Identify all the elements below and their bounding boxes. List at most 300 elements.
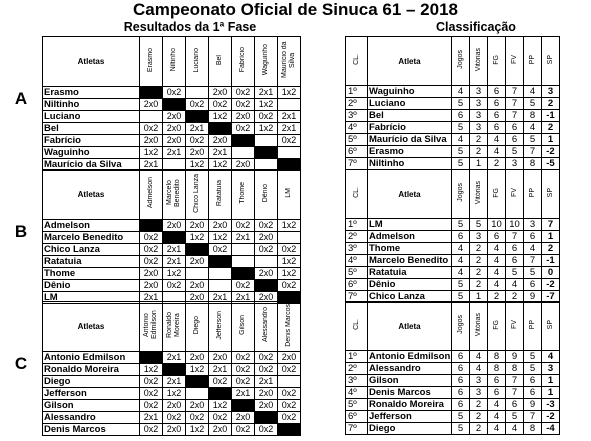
diagonal-cell xyxy=(278,424,301,436)
match-result: 0x2 xyxy=(255,352,278,364)
stat-value: 3 xyxy=(470,387,488,399)
sp-value: 1 xyxy=(542,387,560,399)
ranked-athlete: Waguinho xyxy=(368,86,452,98)
results-row xyxy=(43,400,301,412)
match-result: 2x0 xyxy=(186,256,209,268)
stat-value: 3 xyxy=(470,110,488,122)
stat-value: 7 xyxy=(506,86,524,98)
column-header-label: Niltinho xyxy=(170,48,177,72)
stat-value: 2 xyxy=(488,158,506,170)
atletas-header: Atletas xyxy=(43,302,140,352)
match-result: 2x1 xyxy=(255,87,278,99)
match-result: 1x2 xyxy=(140,147,163,159)
classification-table xyxy=(345,36,560,170)
sp-value: 1 xyxy=(542,231,560,243)
column-header-label: Diego xyxy=(193,315,200,335)
match-result xyxy=(186,388,209,400)
ranked-athlete: Alessandro xyxy=(368,363,452,375)
sp-value: 2 xyxy=(542,243,560,255)
classification-header-label: PP xyxy=(529,319,536,330)
stat-value: 1 xyxy=(470,158,488,170)
stat-value: 8 xyxy=(488,363,506,375)
match-result: 2x0 xyxy=(255,388,278,400)
sp-value: -7 xyxy=(542,291,560,303)
match-result: 0x2 xyxy=(232,424,255,436)
classification-header xyxy=(452,170,470,219)
diagonal-cell xyxy=(163,232,186,244)
athlete-name: Waguinho xyxy=(43,147,140,159)
match-result: 0x2 xyxy=(232,123,255,135)
match-result: 2x0 xyxy=(163,111,186,123)
column-header xyxy=(278,302,301,352)
stat-value: 4 xyxy=(452,86,470,98)
results-row xyxy=(43,220,301,232)
stat-value: 5 xyxy=(452,158,470,170)
match-result: 1x2 xyxy=(163,388,186,400)
match-result: 2x1 xyxy=(163,244,186,256)
match-result xyxy=(278,99,301,111)
stat-value: 6 xyxy=(506,243,524,255)
classification-header xyxy=(488,170,506,219)
ranked-athlete: Denis Marcos xyxy=(368,387,452,399)
stat-value: 5 xyxy=(524,134,542,146)
stat-value: 1 xyxy=(470,291,488,303)
match-result: 2x1 xyxy=(163,147,186,159)
match-result xyxy=(209,280,232,292)
match-result: 2x0 xyxy=(232,412,255,424)
athlete-name: Ronaldo Moreira xyxy=(43,364,140,376)
stat-value: 4 xyxy=(488,279,506,291)
diagonal-cell xyxy=(255,147,278,159)
match-result: 2x1 xyxy=(232,388,255,400)
sp-value: -2 xyxy=(542,411,560,423)
match-result: 2x0 xyxy=(255,232,278,244)
match-result: 2x1 xyxy=(163,352,186,364)
results-header-row xyxy=(43,302,301,352)
match-result: 2x1 xyxy=(209,364,232,376)
stat-value: 5 xyxy=(452,291,470,303)
stat-value: 10 xyxy=(488,219,506,231)
rank-position: 5º xyxy=(346,267,368,279)
match-result xyxy=(186,87,209,99)
match-result xyxy=(140,111,163,123)
diagonal-cell xyxy=(140,220,163,232)
stat-value: 4 xyxy=(452,267,470,279)
sp-value: 2 xyxy=(542,122,560,134)
column-header xyxy=(255,170,278,220)
column-header xyxy=(140,37,163,87)
stat-value: 5 xyxy=(524,363,542,375)
match-result: 0x2 xyxy=(140,400,163,412)
classification-title: Classificação xyxy=(436,20,516,34)
classification-header-label: Vitórias xyxy=(475,180,482,205)
ranked-athlete: Fabrício xyxy=(368,122,452,134)
classification-row xyxy=(346,110,560,122)
classification-header xyxy=(488,37,506,86)
match-result: 2x1 xyxy=(186,123,209,135)
athlete-name: Maurício da Silva xyxy=(43,159,140,171)
match-result: 2x0 xyxy=(140,268,163,280)
match-result: 0x2 xyxy=(255,111,278,123)
classification-row xyxy=(346,86,560,98)
match-result: 2x0 xyxy=(186,280,209,292)
stat-value: 5 xyxy=(524,267,542,279)
match-result: 1x2 xyxy=(186,232,209,244)
stat-value: 6 xyxy=(452,363,470,375)
match-result: 0x2 xyxy=(255,244,278,256)
match-result: 1x2 xyxy=(278,220,301,232)
stat-value: 5 xyxy=(524,98,542,110)
athlete-name: Alessandro xyxy=(43,412,140,424)
match-result xyxy=(232,147,255,159)
diagonal-cell xyxy=(209,388,232,400)
match-result: 2x0 xyxy=(140,135,163,147)
stat-value: 6 xyxy=(506,255,524,267)
match-result: 1x2 xyxy=(186,364,209,376)
match-result xyxy=(278,376,301,388)
ranked-athlete: Niltinho xyxy=(368,158,452,170)
match-result: 2x0 xyxy=(255,292,278,304)
match-result: 2x0 xyxy=(186,292,209,304)
classification-header xyxy=(542,302,560,351)
athlete-name: Antonio Edmilson xyxy=(43,352,140,364)
sp-value: 1 xyxy=(542,134,560,146)
stat-value: 2 xyxy=(470,134,488,146)
match-result: 2x0 xyxy=(232,111,255,123)
ranked-athlete: LM xyxy=(368,219,452,231)
column-header-label: Luciano xyxy=(193,47,200,73)
diagonal-cell xyxy=(163,364,186,376)
classification-header-label: Vitórias xyxy=(475,47,482,72)
diagonal-cell xyxy=(255,280,278,292)
match-result: 0x2 xyxy=(255,424,278,436)
rank-position: 2º xyxy=(346,98,368,110)
sp-value: -4 xyxy=(542,423,560,435)
stat-value: 4 xyxy=(488,243,506,255)
column-header xyxy=(209,170,232,220)
classification-row xyxy=(346,231,560,243)
classification-header-label: Jogos xyxy=(457,50,464,69)
stat-value: 6 xyxy=(452,375,470,387)
ranked-athlete: Thome xyxy=(368,243,452,255)
match-result xyxy=(186,268,209,280)
match-result: 0x2 xyxy=(232,376,255,388)
rank-position: 7º xyxy=(346,423,368,435)
results-row xyxy=(43,135,301,147)
match-result: 0x2 xyxy=(232,87,255,99)
sp-value: 7 xyxy=(542,219,560,231)
stat-value: 2 xyxy=(470,267,488,279)
results-table xyxy=(42,301,301,436)
athlete-name: Erasmo xyxy=(43,87,140,99)
match-result: 2x0 xyxy=(186,400,209,412)
stat-value: 6 xyxy=(488,387,506,399)
stat-value: 3 xyxy=(524,219,542,231)
stat-value: 6 xyxy=(488,86,506,98)
classification-table xyxy=(345,169,560,303)
match-result: 0x2 xyxy=(278,280,301,292)
sp-value: 0 xyxy=(542,267,560,279)
rank-position: 3º xyxy=(346,375,368,387)
match-result: 0x2 xyxy=(186,412,209,424)
classification-row xyxy=(346,98,560,110)
stat-value: 3 xyxy=(470,231,488,243)
column-header-label: Ronaldo Moreira xyxy=(166,311,181,339)
results-header-row xyxy=(43,37,301,87)
column-header-label: Alessandro xyxy=(262,307,269,343)
match-result: 0x2 xyxy=(186,135,209,147)
classification-header xyxy=(346,170,368,219)
classification-header xyxy=(346,37,368,86)
stat-value: 4 xyxy=(452,255,470,267)
stat-value: 6 xyxy=(452,110,470,122)
sp-value: -2 xyxy=(542,279,560,291)
stat-value: 6 xyxy=(488,110,506,122)
stat-value: 6 xyxy=(506,122,524,134)
match-result: 2x1 xyxy=(255,376,278,388)
stat-value: 3 xyxy=(470,86,488,98)
sp-value: -2 xyxy=(542,146,560,158)
athlete-name: LM xyxy=(43,292,140,304)
classification-header-label: FV xyxy=(511,320,518,329)
classification-row xyxy=(346,219,560,231)
stat-value: 8 xyxy=(506,363,524,375)
match-result: 2x0 xyxy=(186,147,209,159)
sp-value: 3 xyxy=(542,363,560,375)
stat-value: 5 xyxy=(452,219,470,231)
stat-value: 3 xyxy=(506,158,524,170)
group-letter: C xyxy=(14,354,28,373)
match-result: 0x2 xyxy=(278,364,301,376)
atletas-header: Atletas xyxy=(43,37,140,87)
stat-value: 2 xyxy=(506,291,524,303)
athlete-name: Denis Marcos xyxy=(43,424,140,436)
stat-value: 7 xyxy=(506,98,524,110)
match-result: 2x0 xyxy=(186,220,209,232)
match-result: 2x0 xyxy=(209,135,232,147)
stat-value: 2 xyxy=(470,399,488,411)
column-header-label: Thome xyxy=(239,182,246,204)
results-row xyxy=(43,268,301,280)
classification-row xyxy=(346,387,560,399)
ranked-athlete: Antonio Edmilson xyxy=(369,351,451,362)
stat-value: 6 xyxy=(488,375,506,387)
rank-position: 4º xyxy=(346,387,368,399)
ranked-athlete: Diego xyxy=(368,423,452,435)
ranked-athlete: Gilson xyxy=(368,375,452,387)
classification-row xyxy=(346,267,560,279)
column-header xyxy=(232,170,255,220)
stat-value: 4 xyxy=(452,134,470,146)
column-header xyxy=(163,302,186,352)
classification-header xyxy=(488,302,506,351)
match-result: 2x0 xyxy=(209,424,232,436)
match-result: 0x2 xyxy=(140,256,163,268)
column-header xyxy=(232,302,255,352)
rank-position: 1º xyxy=(346,351,368,363)
stat-value: 3 xyxy=(470,375,488,387)
column-header-label: Antonio Edmilson xyxy=(143,310,158,340)
sp-value: -3 xyxy=(542,399,560,411)
column-header xyxy=(255,37,278,87)
match-result: 0x2 xyxy=(232,220,255,232)
stat-value: 6 xyxy=(488,98,506,110)
match-result: 2x0 xyxy=(163,135,186,147)
athlete-name: Thome xyxy=(43,268,140,280)
page-title: Campeonato Oficial de Sinuca 61 – 2018 xyxy=(132,0,459,19)
column-header-label: Waguinho xyxy=(262,44,269,76)
sp-value: -5 xyxy=(542,158,560,170)
diagonal-cell xyxy=(163,99,186,111)
classification-row xyxy=(346,122,560,134)
rank-position: 2º xyxy=(346,363,368,375)
stat-value: 7 xyxy=(506,375,524,387)
athlete-name: Chico Lanza xyxy=(43,244,140,256)
results-row xyxy=(43,364,301,376)
match-result: 2x1 xyxy=(209,292,232,304)
match-result: 2x0 xyxy=(278,352,301,364)
stat-value: 7 xyxy=(524,411,542,423)
results-row xyxy=(43,232,301,244)
match-result: 0x2 xyxy=(163,412,186,424)
stat-value: 6 xyxy=(524,279,542,291)
match-result: 0x2 xyxy=(140,388,163,400)
match-result: 0x2 xyxy=(278,388,301,400)
stat-value: 7 xyxy=(506,231,524,243)
stat-value: 8 xyxy=(524,158,542,170)
stat-value: 3 xyxy=(470,98,488,110)
rank-position: 2º xyxy=(346,231,368,243)
match-result: 2x1 xyxy=(163,256,186,268)
classification-row xyxy=(346,146,560,158)
match-result: 1x2 xyxy=(209,159,232,171)
results-row xyxy=(43,280,301,292)
stat-value: 8 xyxy=(524,110,542,122)
athlete-name: Niltinho xyxy=(43,99,140,111)
match-result: 2x1 xyxy=(232,232,255,244)
stat-value: 2 xyxy=(470,411,488,423)
stat-value: 5 xyxy=(506,267,524,279)
athlete-name: Luciano xyxy=(43,111,140,123)
match-result: 2x1 xyxy=(140,159,163,171)
classification-header-row xyxy=(346,37,560,86)
stat-value: 7 xyxy=(506,387,524,399)
match-result: 1x2 xyxy=(186,424,209,436)
match-result: 2x1 xyxy=(140,412,163,424)
classification-row xyxy=(346,279,560,291)
match-result xyxy=(278,232,301,244)
sp-value: 2 xyxy=(542,98,560,110)
classification-header-label: PP xyxy=(529,187,536,198)
rank-position: 7º xyxy=(346,291,368,303)
atletas-header: Atletas xyxy=(43,170,140,220)
column-header-label: Gilson xyxy=(239,315,246,335)
athlete-name: Jefferson xyxy=(43,388,140,400)
stat-value: 2 xyxy=(470,423,488,435)
match-result: 0x2 xyxy=(209,412,232,424)
athlete-name: Bel xyxy=(43,123,140,135)
column-header xyxy=(209,302,232,352)
match-result: 0x2 xyxy=(163,87,186,99)
stat-value: 9 xyxy=(524,291,542,303)
results-row xyxy=(43,111,301,123)
stat-value: 6 xyxy=(452,231,470,243)
match-result xyxy=(232,244,255,256)
column-header-label: Maurício da Silva xyxy=(281,41,296,79)
classification-table xyxy=(345,301,560,435)
classification-header xyxy=(524,302,542,351)
stat-value: 6 xyxy=(488,231,506,243)
match-result: 0x2 xyxy=(278,400,301,412)
results-row xyxy=(43,87,301,99)
match-result: 0x2 xyxy=(209,244,232,256)
stat-value: 4 xyxy=(524,243,542,255)
match-result: 2x0 xyxy=(140,99,163,111)
classification-header xyxy=(470,170,488,219)
stat-value: 6 xyxy=(524,387,542,399)
ranked-athlete: Bel xyxy=(368,110,452,122)
classification-header: Atleta xyxy=(368,302,452,351)
column-header xyxy=(186,302,209,352)
match-result: 0x2 xyxy=(232,352,255,364)
match-result: 0x2 xyxy=(163,280,186,292)
classification-row xyxy=(346,255,560,267)
classification-header xyxy=(470,37,488,86)
rank-position: 1º xyxy=(346,219,368,231)
match-result: 0x2 xyxy=(209,376,232,388)
athlete-name: Diego xyxy=(43,376,140,388)
column-header-label: Fabrício xyxy=(239,47,246,73)
group-letter: A xyxy=(14,89,28,108)
ranked-athlete: Admelson xyxy=(368,231,452,243)
column-header xyxy=(278,170,301,220)
classification-header xyxy=(452,302,470,351)
rank-position: 5º xyxy=(346,399,368,411)
rank-position: 3º xyxy=(346,110,368,122)
diagonal-cell xyxy=(140,352,163,364)
classification-header xyxy=(542,170,560,219)
diagonal-cell xyxy=(186,376,209,388)
match-result: 0x2 xyxy=(140,376,163,388)
match-result: 0x2 xyxy=(232,99,255,111)
rank-position: 7º xyxy=(346,158,368,170)
column-header-label: Admelson xyxy=(147,177,154,209)
column-header-label: Ratatuia xyxy=(216,179,223,207)
match-result: 2x1 xyxy=(209,147,232,159)
sp-value: 4 xyxy=(542,351,560,363)
results-row xyxy=(43,123,301,135)
diagonal-cell xyxy=(232,400,255,412)
stat-value: 3 xyxy=(470,122,488,134)
stat-value: 4 xyxy=(488,255,506,267)
diagonal-cell xyxy=(209,123,232,135)
stat-value: 7 xyxy=(524,255,542,267)
match-result: 2x0 xyxy=(255,400,278,412)
stat-value: 2 xyxy=(470,146,488,158)
stat-value: 4 xyxy=(488,134,506,146)
stat-value: 9 xyxy=(524,399,542,411)
classification-row xyxy=(346,423,560,435)
match-result: 0x2 xyxy=(232,364,255,376)
sp-value: -1 xyxy=(542,110,560,122)
column-header xyxy=(278,37,301,87)
match-result: 1x2 xyxy=(278,256,301,268)
rank-position: 6º xyxy=(346,146,368,158)
stat-value: 2 xyxy=(470,279,488,291)
column-header-label: Dênio xyxy=(262,183,269,203)
match-result: 2x0 xyxy=(163,123,186,135)
stat-value: 6 xyxy=(506,399,524,411)
